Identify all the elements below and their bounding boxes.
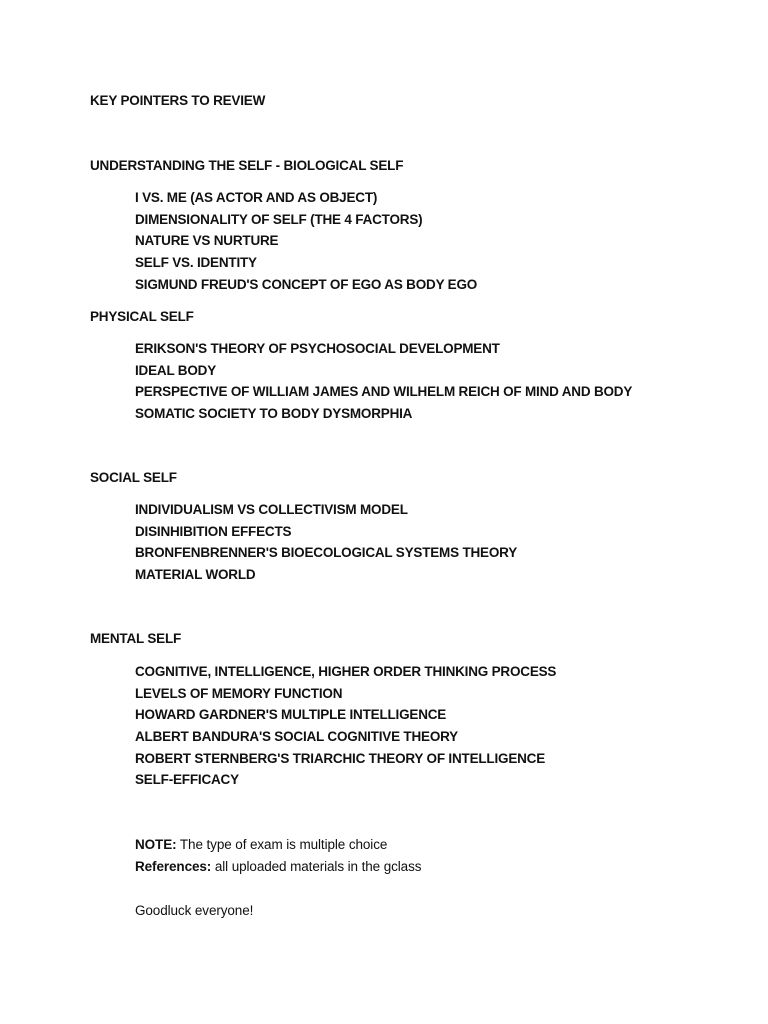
list-text: ALBERT BANDURA'S SOCIAL COGNITIVE THEORY: [135, 729, 458, 745]
list-text: BRONFENBRENNER'S BIOECOLOGICAL SYSTEMS THEORY: [135, 545, 517, 561]
list-text: SELF VS. IDENTITY: [135, 255, 257, 271]
list-text: INDIVIDUALISM VS COLLECTIVISM MODEL: [135, 502, 408, 517]
references-text: all uploaded materials in the gclass: [211, 859, 422, 874]
document-title: KEY POINTERS TO REVIEW: [90, 93, 266, 108]
section-heading-physical-self: PHYSICAL SELF: [90, 309, 194, 324]
list-text: SELF-EFFICACY: [135, 772, 239, 788]
list-text: IDEAL BODY: [135, 362, 217, 378]
list-text: DISINHIBITION EFFECTS: [135, 523, 292, 539]
list-text: MATERIAL WORLD: [135, 567, 256, 583]
references-note: [135, 859, 421, 874]
list-text: DIMENSIONALITY OF SELF (THE 4 FACTORS): [135, 211, 423, 227]
list-text: I VS. ME (AS ACTOR AND AS OBJECT): [135, 190, 378, 205]
list-text: HOWARD GARDNER'S MULTIPLE INTELLIGENCE: [135, 707, 447, 723]
list-text: NATURE VS NURTURE: [135, 233, 279, 249]
list-text: ROBERT STERNBERG'S TRIARCHIC THEORY OF INTELLIGENCE: [135, 750, 546, 766]
section-heading-biological-self: UNDERSTANDING THE SELF - BIOLOGICAL SELF: [90, 158, 404, 173]
exam-note: [135, 837, 387, 852]
list-text: ERIKSON'S THEORY OF PSYCHOSOCIAL DEVELOPMENT: [135, 341, 500, 356]
note-text: The type of exam is multiple choice: [176, 837, 388, 852]
list-text: PERSPECTIVE OF WILLIAM JAMES AND WILHELM REICH OF MIND AND BODY: [135, 384, 633, 400]
list-text: LEVELS OF MEMORY FUNCTION: [135, 685, 343, 701]
list-text: SOMATIC SOCIETY TO BODY DYSMORPHIA: [135, 406, 413, 422]
list-text: SIGMUND FREUD'S CONCEPT OF EGO AS BODY EGO: [135, 276, 478, 292]
section-heading-mental-self: MENTAL SELF: [90, 631, 182, 646]
references-label: References:: [135, 859, 212, 874]
closing-message: Goodluck everyone!: [135, 903, 254, 918]
list-text: COGNITIVE, INTELLIGENCE, HIGHER ORDER THINKING PROCESS: [135, 664, 557, 679]
note-label: NOTE:: [135, 837, 177, 852]
section-heading-social-self: SOCIAL SELF: [90, 470, 177, 485]
